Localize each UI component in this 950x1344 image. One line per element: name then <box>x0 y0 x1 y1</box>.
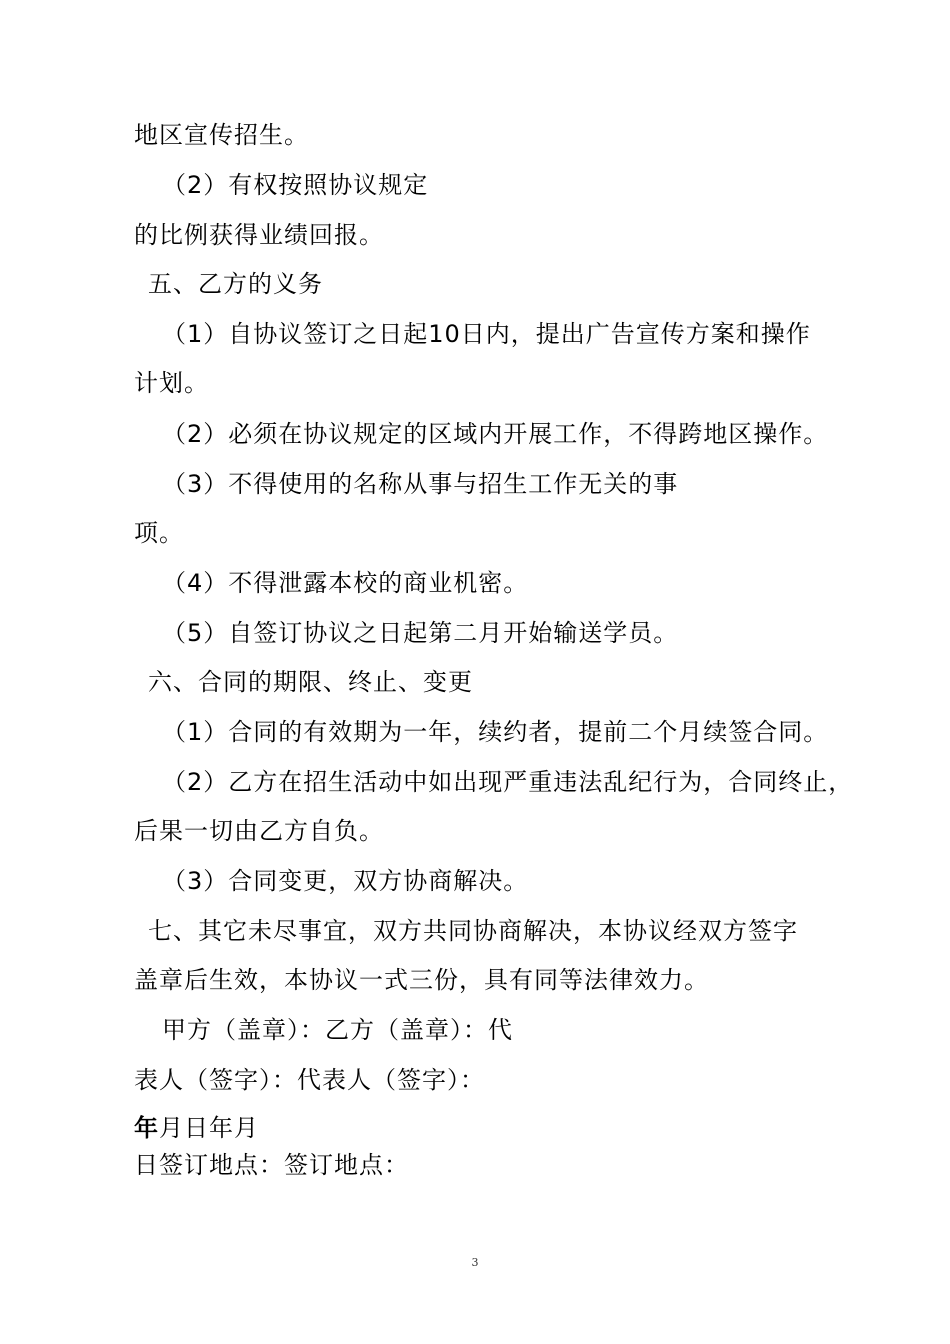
text-line: 计划。 <box>134 369 209 397</box>
text-line: 的比例获得业绩回报。 <box>134 221 384 249</box>
date-text: 月日年月 <box>159 1114 259 1142</box>
text-line: （1）自协议签订之日起10日内，提出广告宣传方案和操作 <box>162 320 811 348</box>
text-line: （5）自签订协议之日起第二月开始输送学员。 <box>162 619 679 647</box>
text-line: 项。 <box>134 519 184 547</box>
date-line <box>134 1113 259 1143</box>
text-line: 盖章后生效，本协议一式三份，具有同等法律效力。 <box>134 966 709 994</box>
section-heading: 七、其它未尽事宜，双方共同协商解决，本协议经双方签字 <box>148 917 798 945</box>
section-heading: 五、乙方的义务 <box>148 270 323 298</box>
year-label: 年 <box>134 1114 159 1142</box>
text-line: （3）合同变更，双方协商解决。 <box>162 867 529 895</box>
text-line: （2）乙方在招生活动中如出现严重违法乱纪行为，合同终止， <box>162 768 854 796</box>
text-line: 地区宣传招生。 <box>134 121 309 149</box>
signature-line: 表人（签字）：代表人（签字）： <box>134 1066 485 1094</box>
section-heading: 六、合同的期限、终止、变更 <box>148 668 473 696</box>
location-line: 日签订地点：签订地点： <box>134 1151 409 1179</box>
text-line: （1）合同的有效期为一年，续约者，提前二个月续签合同。 <box>162 718 829 746</box>
text-line: （2）有权按照协议规定 <box>162 171 429 199</box>
text-line: 后果一切由乙方自负。 <box>134 817 384 845</box>
text-line: （3）不得使用的名称从事与招生工作无关的事 <box>162 470 679 498</box>
text-line: （2）必须在协议规定的区域内开展工作，不得跨地区操作。 <box>162 420 829 448</box>
page-number: 3 <box>471 1256 479 1269</box>
text-line: （4）不得泄露本校的商业机密。 <box>162 569 529 597</box>
signature-line: 甲方（盖章）：乙方（盖章）：代 <box>162 1016 513 1044</box>
